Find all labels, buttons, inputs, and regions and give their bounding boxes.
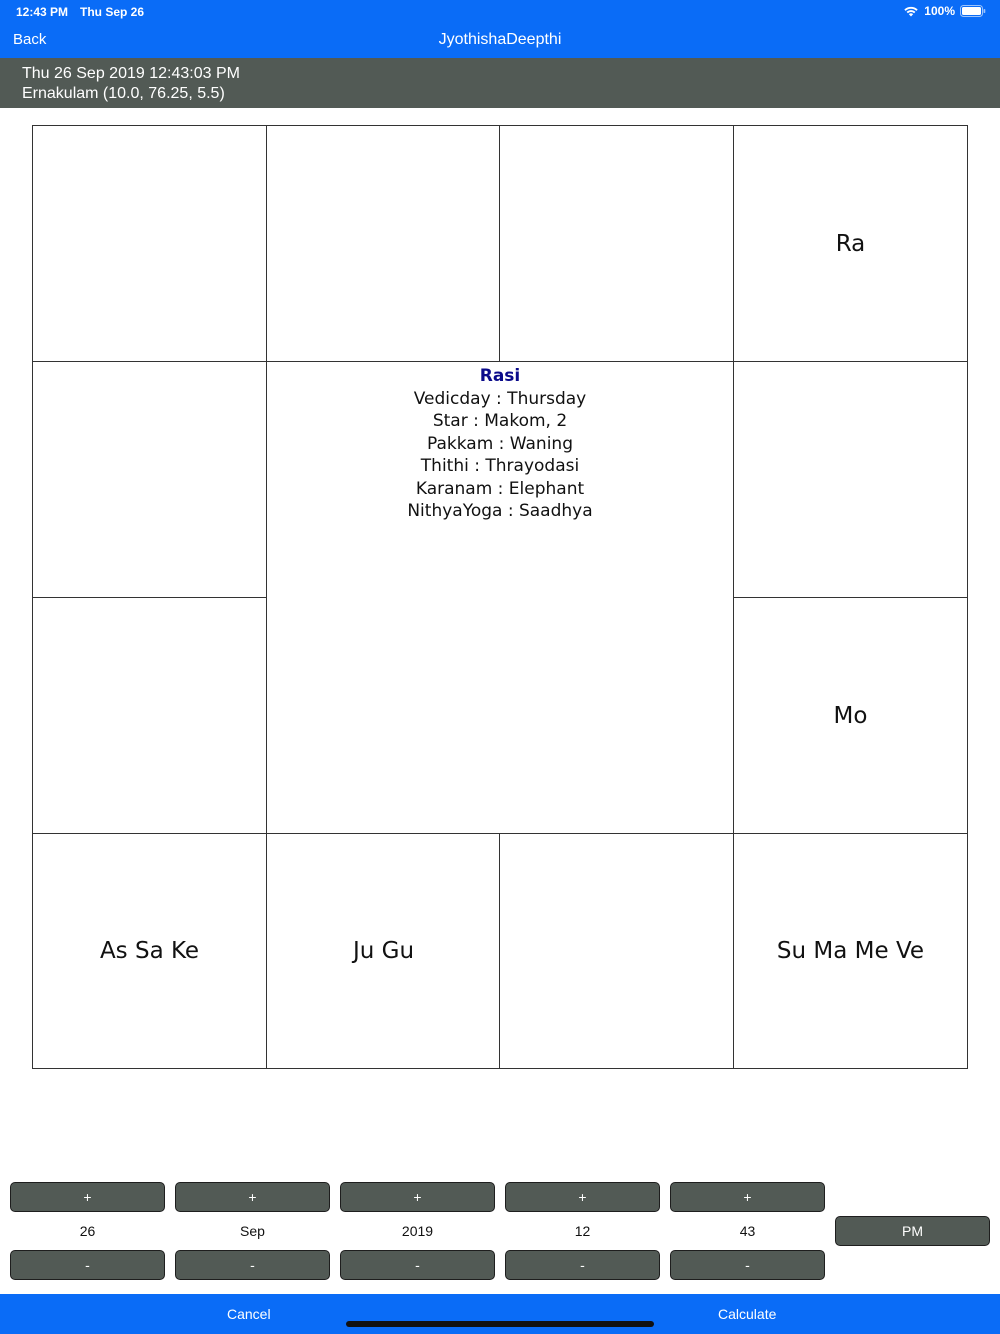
hour-value: 12 — [574, 1223, 591, 1239]
chart-center-panel — [266, 361, 734, 834]
rasi-title: Rasi — [479, 366, 521, 386]
minute-value: 43 — [739, 1223, 756, 1239]
house-cell-r1c4: Ra — [733, 125, 968, 362]
star-line: Star : Makom, 2 — [432, 411, 568, 431]
info-bar — [0, 58, 1000, 108]
navigation-bar — [0, 0, 1000, 58]
month-increment-button[interactable]: + — [175, 1182, 330, 1212]
bottom-action-bar — [0, 1294, 1000, 1334]
battery-icon — [960, 5, 986, 17]
minute-increment-button[interactable]: + — [670, 1182, 825, 1212]
home-indicator[interactable] — [346, 1321, 654, 1327]
ampm-toggle-button[interactable]: PM — [835, 1216, 990, 1246]
calculate-button[interactable]: Calculate — [718, 1306, 777, 1322]
minute-decrement-button[interactable]: - — [670, 1250, 825, 1280]
house-cell-r3c4: Mo — [733, 597, 968, 834]
house-cell-r1c1 — [32, 125, 267, 362]
house-cell-r2c1 — [32, 361, 267, 598]
pakkam-line: Pakkam : Waning — [426, 433, 573, 454]
thithi-line: Thithi : Thrayodasi — [420, 456, 580, 476]
vedicday-line: Vedicday : Thursday — [413, 388, 587, 409]
back-button[interactable]: Back — [13, 31, 47, 48]
house-cell-r2c4 — [733, 361, 968, 598]
status-date: Thu Sep 26 — [80, 5, 145, 19]
house-cell-r4c2: Ju Gu — [266, 833, 501, 1069]
karanam-line: Karanam : Elephant — [415, 478, 585, 499]
hour-increment-button[interactable]: + — [505, 1182, 660, 1212]
month-decrement-button[interactable]: - — [175, 1250, 330, 1280]
day-increment-button[interactable]: + — [10, 1182, 165, 1212]
house-cell-r4c1: As Sa Ke — [32, 833, 267, 1069]
status-time: 12:43 PM — [16, 5, 69, 19]
day-value: 26 — [79, 1223, 96, 1239]
house-cell-r4c4: Su Ma Me Ve — [733, 833, 968, 1069]
cancel-button[interactable]: Cancel — [227, 1306, 271, 1322]
house-cell-r1c3 — [499, 125, 734, 362]
hour-decrement-button[interactable]: - — [505, 1250, 660, 1280]
year-increment-button[interactable]: + — [340, 1182, 495, 1212]
datetime-controls — [0, 1180, 1000, 1282]
house-cell-r3c1 — [32, 597, 267, 834]
year-value: 2019 — [401, 1223, 434, 1239]
house-cell-r1c2 — [266, 125, 501, 362]
battery-percent: 100% — [924, 4, 955, 18]
location-text: Ernakulam (10.0, 76.25, 5.5) — [22, 85, 225, 102]
nithyayoga-line: NithyaYoga : Saadhya — [407, 501, 593, 521]
day-decrement-button[interactable]: - — [10, 1250, 165, 1280]
house-cell-r4c3 — [499, 833, 734, 1069]
wifi-icon — [903, 5, 919, 17]
year-decrement-button[interactable]: - — [340, 1250, 495, 1280]
app-title: JyothishaDeepthi — [438, 31, 562, 48]
datetime-text: Thu 26 Sep 2019 12:43:03 PM — [22, 65, 240, 82]
status-indicators — [903, 4, 986, 18]
rasi-chart — [32, 125, 968, 1069]
month-value: Sep — [240, 1223, 265, 1239]
